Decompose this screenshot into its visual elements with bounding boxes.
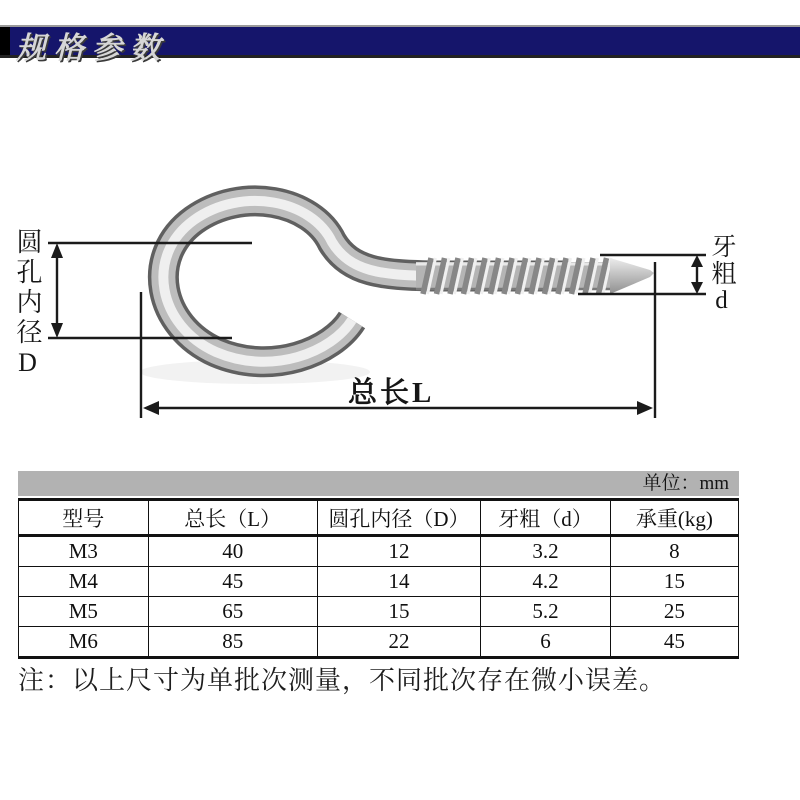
cell-hole: 15 xyxy=(317,597,480,627)
cell-length: 45 xyxy=(148,567,317,597)
cell-length: 40 xyxy=(148,536,317,567)
table-row xyxy=(19,536,739,567)
cell-thread: 6 xyxy=(481,627,611,658)
cell-model: M3 xyxy=(19,536,149,567)
col-header-model: 型号 xyxy=(19,500,149,536)
dim-thread-arrowhead-up xyxy=(691,255,703,267)
cell-load: 15 xyxy=(610,567,738,597)
cell-length: 85 xyxy=(148,627,317,658)
cell-model: M4 xyxy=(19,567,149,597)
cell-load: 25 xyxy=(610,597,738,627)
screw-tip xyxy=(610,258,654,294)
cell-hole: 14 xyxy=(317,567,480,597)
dim-hole-arrowhead-up xyxy=(51,243,63,258)
cell-hole: 22 xyxy=(317,627,480,658)
total-length-label: 总长L xyxy=(348,377,435,409)
header-bar xyxy=(0,25,800,65)
cell-hole: 12 xyxy=(317,536,480,567)
thread-section xyxy=(416,258,612,294)
col-header-total-length: 总长（L） xyxy=(148,500,317,536)
cell-length: 65 xyxy=(148,597,317,627)
unit-label: 单位：mm xyxy=(18,471,739,496)
cell-thread: 5.2 xyxy=(481,597,611,627)
cell-model: M5 xyxy=(19,597,149,627)
page-title: 规格参数 xyxy=(16,32,168,65)
spec-table xyxy=(18,498,739,659)
cell-thread: 4.2 xyxy=(481,567,611,597)
table-row xyxy=(19,627,739,658)
dim-length-arrowhead-right xyxy=(637,401,653,415)
dim-hole-arrowhead-down xyxy=(51,323,63,338)
cell-model: M6 xyxy=(19,627,149,658)
table-row xyxy=(19,567,739,597)
cell-thread: 3.2 xyxy=(481,536,611,567)
table-row xyxy=(19,597,739,627)
table-header-row xyxy=(19,500,739,536)
hole-diameter-label: 圆孔内径D xyxy=(13,228,42,381)
header-black-block xyxy=(0,27,10,55)
col-header-thread-diameter: 牙粗（d） xyxy=(481,500,611,536)
dim-thread-arrowhead-down xyxy=(691,282,703,294)
col-header-load: 承重(kg) xyxy=(610,500,738,536)
cell-load: 45 xyxy=(610,627,738,658)
cell-load: 8 xyxy=(610,536,738,567)
note-text: 注：以上尺寸为单批次测量，不同批次存在微小误差。 xyxy=(18,666,667,695)
dim-length-arrowhead-left xyxy=(143,401,159,415)
col-header-hole-diameter: 圆孔内径（D） xyxy=(317,500,480,536)
thread-diameter-label: 牙粗d xyxy=(708,233,735,316)
